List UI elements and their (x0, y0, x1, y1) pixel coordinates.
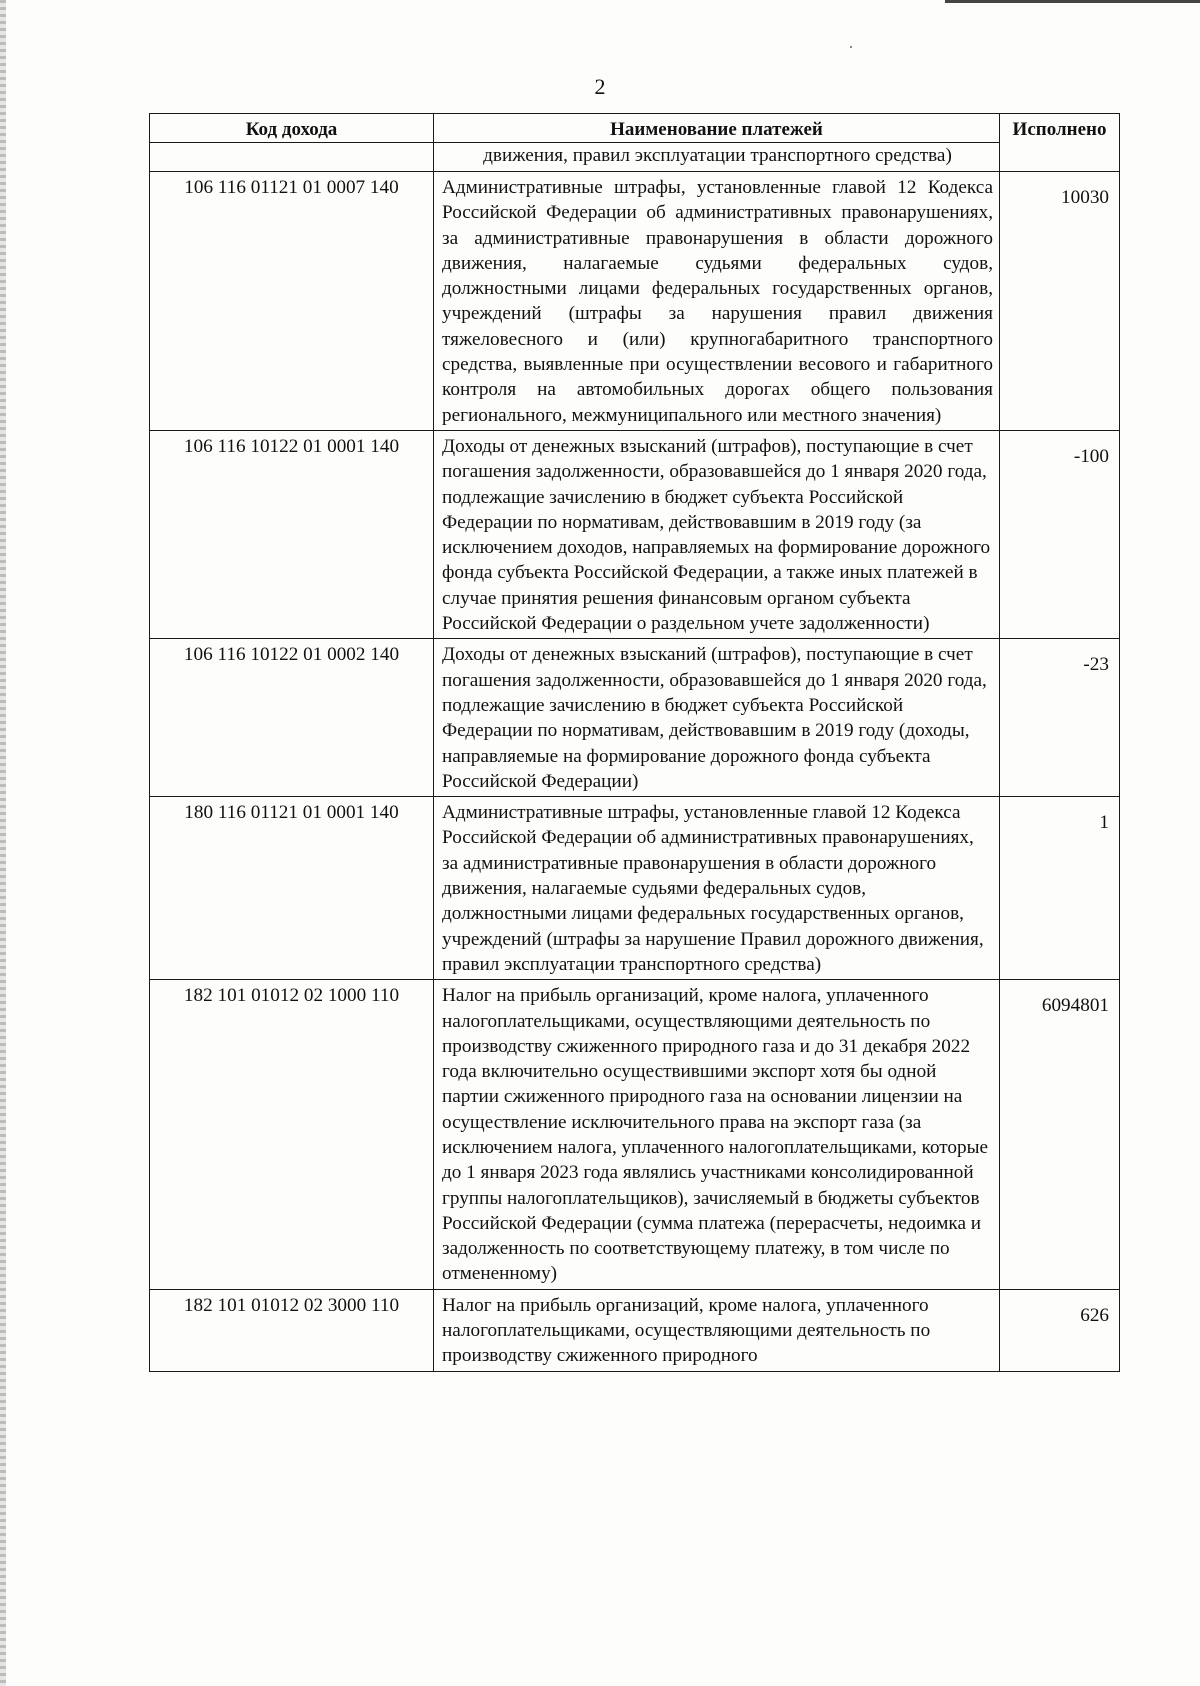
executed-amount-cell: 6094801 (1000, 980, 1120, 1290)
continuation-code-cell (150, 143, 434, 172)
payment-name-cell: Административные штрафы, установленные главой 12 Кодекса Российской Федерации об административных правонарушениях, за административные правонарушения в области дорожного движения, налагаемые судьями федеральных судов, должностными лицами федеральных государственных органов, учреждений (штрафы за нарушение Правил дорожного движения, правил эксплуатации транспортного средства) (434, 797, 1000, 980)
table-row (150, 1289, 1120, 1371)
header-executed: Исполнено (1000, 114, 1120, 172)
continuation-name-cell: движения, правил эксплуатации транспортного средства) (434, 143, 1000, 172)
header-code: Код дохода (150, 114, 434, 143)
header-name: Наименование платежей (434, 114, 1000, 143)
table-row (150, 172, 1120, 431)
income-code-cell: 182 101 01012 02 3000 110 (150, 1289, 434, 1371)
table-row (150, 639, 1120, 797)
table-header-row (150, 114, 1120, 143)
scan-border-top (945, 0, 1200, 3)
income-code-cell: 182 101 01012 02 1000 110 (150, 980, 434, 1290)
table-body (150, 172, 1120, 1372)
payment-name-cell: Налог на прибыль организаций, кроме налога, уплаченного налогоплательщиками, осуществляющими деятельность по производству сжиженного природного газа и до 31 декабря 2022 года включительно осуществившими экспорт хотя бы одной партии сжиженного природного газа на основании лицензии на осуществление исключительного права на экспорт газа (за исключением налога, уплаченного налогоплательщиками, которые до 1 января 2023 года являлись участниками консолидированной группы налогоплательщиков), зачисляемый в бюджеты субъектов Российской Федерации (сумма платежа (перерасчеты, недоимка и задолженность по соответствующему платежу, в том числе по отмененному) (434, 980, 1000, 1290)
income-code-cell: 106 116 10122 01 0001 140 (150, 430, 434, 638)
payment-name-cell: Налог на прибыль организаций, кроме налога, уплаченного налогоплательщиками, осуществляющими деятельность по производству сжиженного природного (434, 1289, 1000, 1371)
revenue-table (149, 113, 1120, 1372)
scan-speck (850, 46, 852, 48)
table-row-continuation (150, 143, 1120, 172)
executed-amount-cell: -23 (1000, 639, 1120, 797)
page-number: 2 (594, 74, 606, 99)
income-code-cell: 180 116 01121 01 0001 140 (150, 797, 434, 980)
scan-border-left (0, 0, 6, 1686)
income-code-cell: 106 116 10122 01 0002 140 (150, 639, 434, 797)
executed-amount-cell: 626 (1000, 1289, 1120, 1371)
table-row (150, 797, 1120, 980)
payment-name-cell: Административные штрафы, установленные главой 12 Кодекса Российской Федерации об административных правонарушениях, за административные правонарушения в области дорожного движения, налагаемые судьями федеральных судов, должностными лицами федеральных государственных органов, учреждений (штрафы за нарушения правил движения тяжеловесного и (или) крупногабаритного транспортного средства, выявленные при осуществлении весового и габаритного контроля на автомобильных дорогах общего пользования регионального, межмуниципального или местного значения) (434, 172, 1000, 431)
payment-name-cell: Доходы от денежных взысканий (штрафов), поступающие в счет погашения задолженности, образовавшейся до 1 января 2020 года, подлежащие зачислению в бюджет субъекта Российской Федерации по нормативам, действовавшим в 2019 году (доходы, направляемые на формирование дорожного фонда субъекта Российской Федерации) (434, 639, 1000, 797)
payment-name-cell: Доходы от денежных взысканий (штрафов), поступающие в счет погашения задолженности, образовавшейся до 1 января 2020 года, подлежащие зачислению в бюджет субъекта Российской Федерации по нормативам, действовавшим в 2019 году (за исключением доходов, направляемых на формирование дорожного фонда субъекта Российской Федерации, а также иных платежей в случае принятия решения финансовым органом субъекта Российской Федерации о раздельном учете задолженности) (434, 430, 1000, 638)
table-row (150, 980, 1120, 1290)
executed-amount-cell: -100 (1000, 430, 1120, 638)
income-code-cell: 106 116 01121 01 0007 140 (150, 172, 434, 431)
table-row (150, 430, 1120, 638)
executed-amount-cell: 1 (1000, 797, 1120, 980)
executed-amount-cell: 10030 (1000, 172, 1120, 431)
